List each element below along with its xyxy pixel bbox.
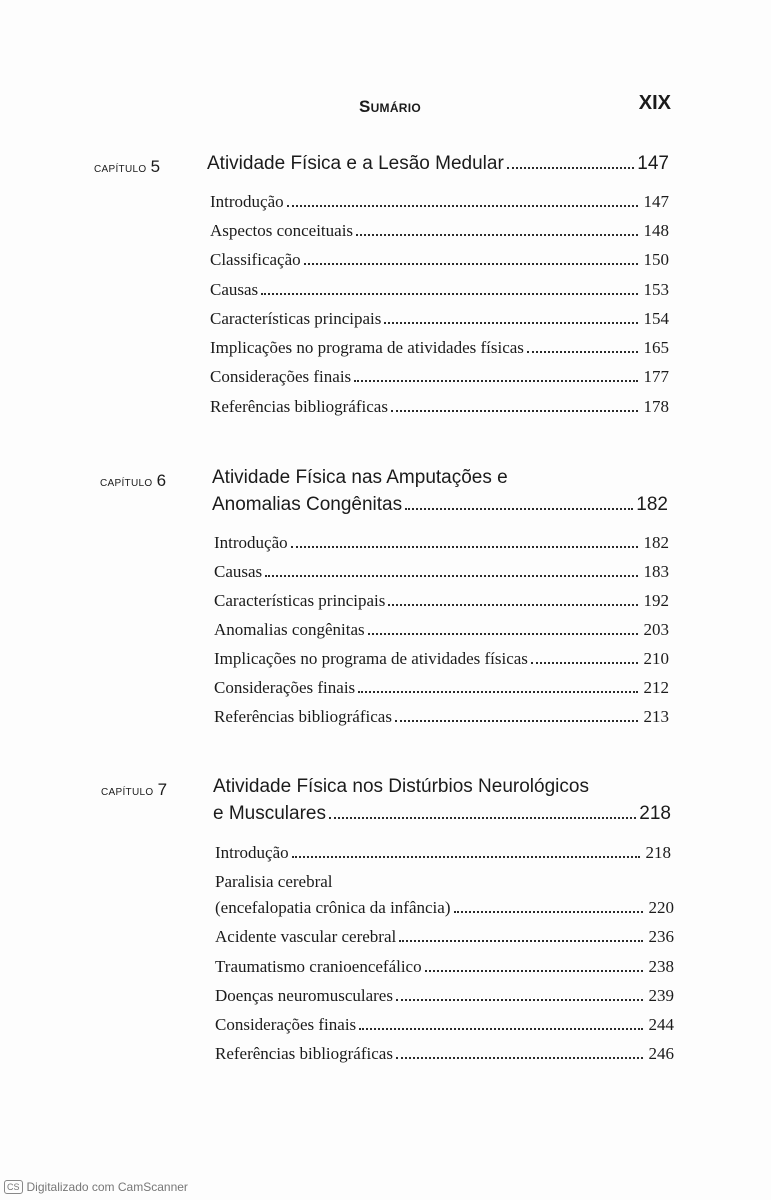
chapter-number: 5 (150, 157, 161, 176)
entry-text: Implicações no programa de atividades físicas (214, 649, 528, 668)
dot-leader (454, 911, 644, 913)
toc-entry (210, 338, 669, 358)
chapter-6-label (100, 471, 166, 491)
entry-text: Traumatismo cranioencefálico (215, 957, 422, 976)
entry-page: 213 (643, 707, 669, 726)
dot-leader (359, 1028, 643, 1030)
dot-leader (358, 691, 638, 693)
toc-entry (210, 280, 669, 300)
chapter-title: Atividade Física e a Lesão Medular (207, 153, 504, 174)
toc-entry (215, 843, 671, 863)
dot-leader (292, 856, 640, 858)
toc-entry (214, 707, 669, 727)
entry-text: Referências bibliográficas (210, 397, 388, 416)
entry-text: Classificação (210, 250, 301, 269)
chapter-number: 7 (157, 780, 168, 799)
chapter-label-text: capítulo (101, 782, 154, 798)
entry-page: 154 (643, 309, 669, 328)
dot-leader (388, 604, 638, 606)
dot-leader (507, 167, 635, 169)
toc-entry (214, 678, 669, 698)
toc-entry (215, 986, 674, 1006)
chapter-page: 147 (637, 153, 669, 174)
entry-page: 183 (643, 562, 669, 581)
entry-text: (encefalopatia crônica da infância) (215, 898, 451, 917)
entry-page: 212 (643, 678, 669, 697)
toc-entry (210, 367, 669, 387)
entry-page: 236 (648, 927, 674, 946)
toc-entry (210, 397, 669, 417)
dot-leader (354, 380, 638, 382)
dot-leader (368, 633, 638, 635)
toc-entry-line1: Paralisia cerebral (215, 872, 333, 891)
dot-leader (395, 720, 638, 722)
dot-leader (391, 410, 638, 412)
entry-page: 246 (648, 1044, 674, 1063)
entry-text: Características principais (210, 309, 382, 328)
scanner-watermark (4, 1180, 188, 1194)
chapter-7-title-row (213, 803, 671, 825)
toc-entry (215, 1044, 674, 1064)
entry-page: 182 (643, 533, 669, 552)
entry-text: Considerações finais (214, 678, 356, 697)
chapter-page: 218 (639, 803, 671, 824)
chapter-7-title-line1: Atividade Física nos Distúrbios Neurológicos (213, 776, 589, 797)
entry-text: Considerações finais (215, 1015, 357, 1034)
entry-page: 177 (643, 367, 669, 386)
dot-leader (396, 999, 643, 1001)
entry-page: 210 (643, 649, 669, 668)
entry-text: Introdução (215, 843, 289, 862)
dot-leader (329, 817, 636, 819)
entry-page: 239 (648, 986, 674, 1005)
toc-entry (214, 591, 669, 611)
dot-leader (261, 293, 638, 295)
chapter-label-text: capítulo (100, 473, 153, 489)
chapter-6-title-line1: Atividade Física nas Amputações e (212, 467, 508, 488)
dot-leader (396, 1057, 643, 1059)
toc-entry (210, 192, 669, 212)
entry-text: Introdução (214, 533, 288, 552)
chapter-title: Anomalias Congênitas (212, 494, 403, 515)
entry-text: Causas (214, 562, 263, 581)
entry-page: 148 (643, 221, 669, 240)
entry-page: 203 (643, 620, 669, 639)
chapter-5-title-row (207, 153, 669, 175)
entry-text: Referências bibliográficas (215, 1044, 393, 1063)
toc-entry (214, 649, 669, 669)
entry-page: 165 (643, 338, 669, 357)
entry-page: 238 (648, 957, 674, 976)
toc-entry (214, 562, 669, 582)
entry-text: Referências bibliográficas (214, 707, 392, 726)
entry-page: 218 (645, 843, 671, 862)
toc-entry (210, 309, 669, 329)
chapter-6-title-row (212, 494, 668, 516)
chapter-7-label (101, 780, 167, 800)
toc-entry (214, 620, 669, 640)
dot-leader (384, 322, 638, 324)
entry-text: Doenças neuromusculares (215, 986, 393, 1005)
chapter-page: 182 (636, 494, 668, 515)
chapter-5-label (94, 157, 160, 177)
dot-leader (291, 546, 638, 548)
dot-leader (405, 508, 633, 510)
entry-text: Acidente vascular cerebral (215, 927, 397, 946)
dot-leader (304, 263, 638, 265)
entry-page: 178 (643, 397, 669, 416)
running-header-title: Sumário (358, 97, 422, 116)
dot-leader (287, 205, 638, 207)
dot-leader (265, 575, 638, 577)
toc-entry (215, 957, 674, 977)
entry-page: 244 (648, 1015, 674, 1034)
dot-leader (399, 940, 643, 942)
dot-leader (356, 234, 638, 236)
entry-page: 153 (643, 280, 669, 299)
entry-text: Anomalias congênitas (214, 620, 365, 639)
toc-entry (215, 1015, 674, 1035)
entry-page: 147 (643, 192, 669, 211)
entry-page: 192 (643, 591, 669, 610)
entry-text: Implicações no programa de atividades físicas (210, 338, 524, 357)
entry-text: Considerações finais (210, 367, 352, 386)
entry-page: 150 (643, 250, 669, 269)
toc-entry (215, 898, 674, 918)
dot-leader (425, 970, 643, 972)
entry-page: 220 (648, 898, 674, 917)
entry-text: Introdução (210, 192, 284, 211)
chapter-label-text: capítulo (94, 159, 147, 175)
toc-entry (210, 250, 669, 270)
entry-text: Características principais (214, 591, 386, 610)
camscanner-logo-icon: CS (4, 1180, 23, 1194)
dot-leader (531, 662, 638, 664)
watermark-text: Digitalizado com CamScanner (26, 1180, 188, 1194)
dot-leader (527, 351, 638, 353)
entry-text: Causas (210, 280, 259, 299)
chapter-number: 6 (156, 471, 167, 490)
toc-entry (215, 927, 674, 947)
toc-entry (214, 533, 669, 553)
roman-page-number: XIX (638, 92, 671, 114)
entry-text: Aspectos conceituais (210, 221, 354, 240)
chapter-title: e Musculares (213, 803, 326, 824)
toc-entry (210, 221, 669, 241)
